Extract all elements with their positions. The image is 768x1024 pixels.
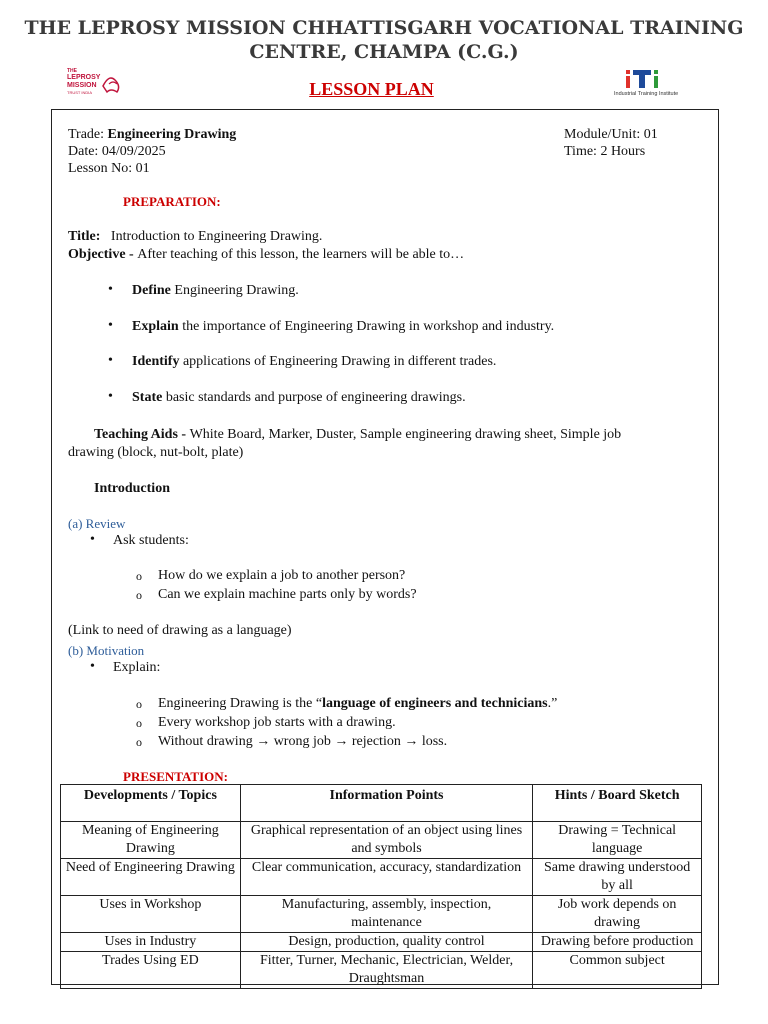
- motivation-item: Without drawing → wrong job → rejection → loss.: [158, 734, 448, 749]
- table-cell: Need of Engineering Drawing: [61, 859, 241, 896]
- objective-verb: Identify: [132, 354, 180, 369]
- preparation-heading: PREPARATION:: [123, 194, 221, 209]
- table-row: [61, 822, 702, 859]
- objective-item: [132, 282, 299, 299]
- link-text: (Link to need of drawing as a language): [68, 623, 292, 638]
- title-value: Introduction to Engineering Drawing.: [110, 229, 323, 244]
- objective-label: Objective -: [68, 247, 138, 262]
- time-line: Time: 2 Hours: [564, 144, 646, 159]
- table-cell: Fitter, Turner, Mechanic, Electrician, Welder, Draughtsman: [240, 952, 532, 989]
- table-cell: Same drawing understood by all: [533, 859, 702, 896]
- trade-line: [68, 126, 236, 143]
- logo-text-leprosy: LEPROSY: [67, 74, 101, 81]
- presentation-heading: PRESENTATION:: [123, 769, 228, 784]
- table-row: [61, 933, 702, 952]
- review-item: Can we explain machine parts only by words?: [158, 587, 417, 602]
- table-cell: Job work depends on drawing: [533, 896, 702, 933]
- motivation-label: (b) Motivation: [68, 643, 145, 658]
- logo-text-the: THE: [67, 68, 77, 74]
- logo-text-mission: MISSION: [67, 82, 97, 89]
- table-cell: Design, production, quality control: [240, 933, 532, 952]
- table-cell: Common subject: [533, 952, 702, 989]
- table-cell: Uses in Workshop: [61, 896, 241, 933]
- objective-text: basic standards and purpose of engineering drawings.: [162, 390, 466, 405]
- lesson-plan-heading: LESSON PLAN: [309, 79, 434, 99]
- sub-bullet-icon: o: [136, 716, 142, 730]
- bullet-icon: •: [108, 353, 113, 368]
- teaching-aids-label: Teaching Aids -: [94, 427, 190, 442]
- objective-verb: Explain: [132, 319, 179, 334]
- motivation-item-post: .”: [547, 696, 558, 711]
- logo-text-trust: TRUST INDIA: [67, 90, 93, 95]
- motivation-item-bold: language of engineers and technicians: [322, 696, 548, 711]
- motivation-item-pre: Engineering Drawing is the “: [158, 696, 323, 711]
- motivation-item: [158, 695, 557, 712]
- bullet-icon: •: [90, 532, 95, 547]
- sub-bullet-icon: o: [136, 697, 142, 711]
- motivation-bullet: Explain:: [113, 660, 161, 675]
- table-row: [61, 952, 702, 989]
- table-row: [61, 896, 702, 933]
- bullet-icon: •: [90, 659, 95, 674]
- bullet-icon: •: [108, 318, 113, 333]
- title-label: Title:: [68, 229, 101, 244]
- objective-text: the importance of Engineering Drawing in workshop and industry.: [178, 319, 555, 334]
- iti-logo: [612, 64, 694, 98]
- review-label: (a) Review: [68, 516, 126, 531]
- table-cell: Clear communication, accuracy, standardization: [240, 859, 532, 896]
- table-row: [61, 859, 702, 896]
- objective-line: [68, 246, 464, 263]
- teaching-aids-line: [94, 426, 621, 443]
- objective-text: Engineering Drawing.: [170, 283, 299, 298]
- sub-bullet-icon: o: [136, 735, 142, 749]
- date-line: Date: 04/09/2025: [68, 144, 166, 159]
- trade-label: Trade:: [68, 127, 108, 142]
- table-header-row: [61, 785, 702, 822]
- bullet-icon: •: [108, 389, 113, 404]
- iti-logo-caption: Industrial Training Institute: [614, 91, 679, 97]
- presentation-table: [60, 784, 702, 989]
- objective-text: applications of Engineering Drawing in different trades.: [179, 354, 497, 369]
- motivation-item: Every workshop job starts with a drawing.: [158, 715, 396, 730]
- table-cell: Drawing = Technical language: [533, 822, 702, 859]
- teaching-aids-value: White Board, Marker, Duster, Sample engineering drawing sheet, Simple job: [189, 427, 622, 442]
- table-cell: Uses in Industry: [61, 933, 241, 952]
- lesson-no-line: Lesson No: 01: [68, 161, 150, 176]
- bullet-icon: •: [108, 282, 113, 297]
- column-header: Developments / Topics: [61, 785, 241, 822]
- title-line: [68, 228, 322, 245]
- introduction-heading: Introduction: [94, 481, 170, 496]
- sub-bullet-icon: o: [136, 569, 142, 583]
- column-header: Hints / Board Sketch: [533, 785, 702, 822]
- objective-item: [132, 353, 496, 370]
- objective-item: [132, 389, 466, 406]
- trade-value: Engineering Drawing: [107, 127, 237, 142]
- teaching-aids-cont: drawing (block, nut-bolt, plate): [68, 445, 244, 460]
- objective-value: After teaching of this lesson, the learners will be able to…: [137, 247, 465, 262]
- institute-name-line2: CENTRE, CHAMPA (C.G.): [249, 41, 519, 63]
- table-cell: Meaning of Engineering Drawing: [61, 822, 241, 859]
- sub-bullet-icon: o: [136, 588, 142, 602]
- objective-verb: State: [132, 390, 163, 405]
- objective-item: [132, 318, 554, 335]
- table-cell: Trades Using ED: [61, 952, 241, 989]
- column-header: Information Points: [240, 785, 532, 822]
- review-bullet: Ask students:: [113, 533, 189, 548]
- table-cell: Graphical representation of an object using lines and symbols: [240, 822, 532, 859]
- institute-name-line1: THE LEPROSY MISSION CHHATTISGARH VOCATIONAL TRAINING: [24, 17, 744, 39]
- module-line: Module/Unit: 01: [564, 127, 658, 142]
- review-item: How do we explain a job to another person?: [158, 568, 406, 583]
- table-cell: Drawing before production: [533, 933, 702, 952]
- table-cell: Manufacturing, assembly, inspection, maintenance: [240, 896, 532, 933]
- objective-verb: Define: [132, 283, 171, 298]
